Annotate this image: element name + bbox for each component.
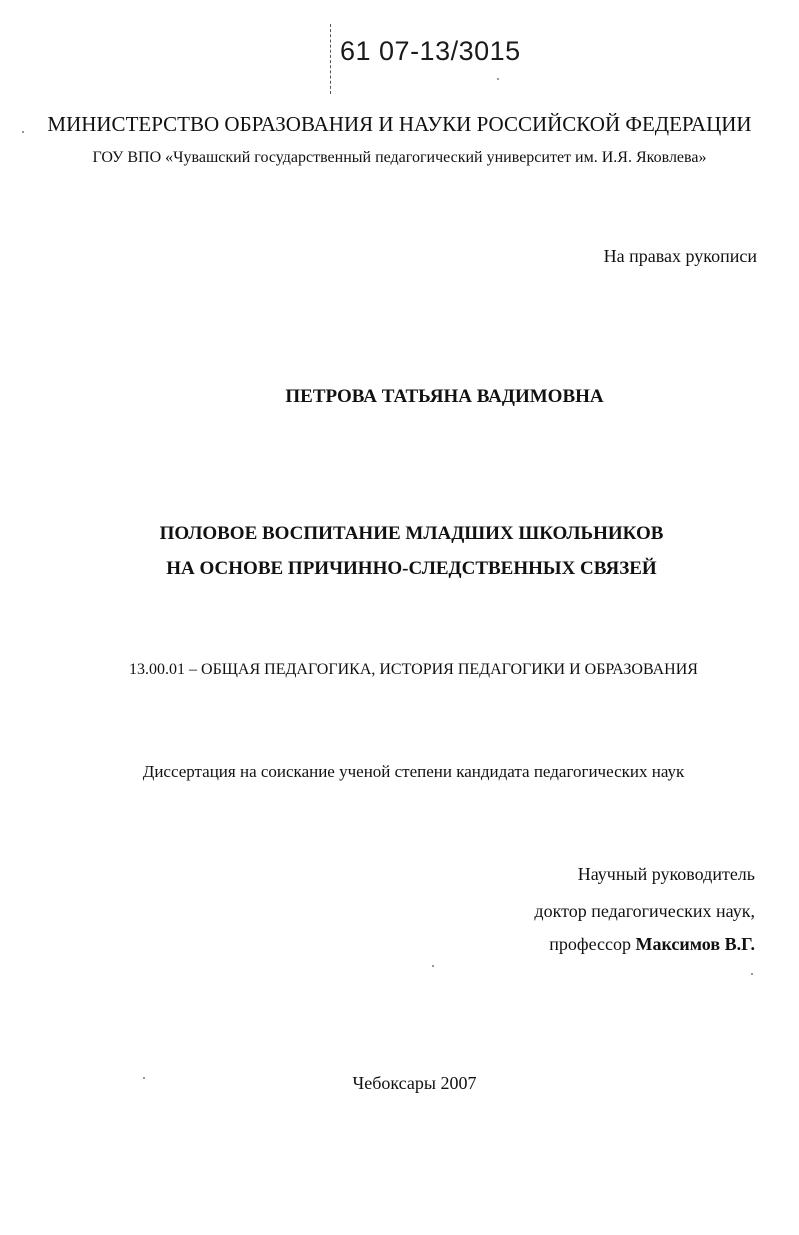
scan-speck: [22, 131, 24, 133]
advisor-role: Научный руководитель: [577, 864, 755, 884]
stamp-divider-line: [330, 24, 331, 94]
ministry-heading: МИНИСТЕРСТВО ОБРАЗОВАНИЯ И НАУКИ РОССИЙСКОЙ ФЕДЕРАЦИИ: [47, 112, 752, 136]
author-name: ПЕТРОВА ТАТЬЯНА ВАДИМОВНА: [285, 386, 604, 407]
dissertation-title-line-1: ПОЛОВОЕ ВОСПИТАНИЕ МЛАДШИХ ШКОЛЬНИКОВ: [159, 523, 664, 544]
city-year: Чебоксары 2007: [352, 1073, 477, 1093]
advisor-rank-and-name: [549, 934, 755, 955]
scan-speck: [497, 78, 499, 80]
scan-speck: [432, 965, 434, 967]
scan-speck: [143, 1077, 145, 1079]
advisor-degree: доктор педагогических наук,: [534, 901, 755, 921]
advisor-rank: профессор: [549, 934, 631, 954]
dissertation-degree-statement: Диссертация на соискание ученой степени кандидата педагогических наук: [142, 762, 685, 781]
dissertation-title-line-2: НА ОСНОВЕ ПРИЧИННО-СЛЕДСТВЕННЫХ СВЯЗЕЙ: [166, 558, 657, 579]
scan-speck: [751, 973, 753, 975]
advisor-name: Максимов В.Г.: [635, 934, 755, 954]
rights-note: На правах рукописи: [603, 246, 757, 266]
specialty-code: 13.00.01 – ОБЩАЯ ПЕДАГОГИКА, ИСТОРИЯ ПЕДАГОГИКИ И ОБРАЗОВАНИЯ: [129, 661, 698, 678]
archive-stamp-code: 61 07-13/3015: [340, 36, 521, 66]
university-name: ГОУ ВПО «Чувашский государственный педагогический университет им. И.Я. Яковлева»: [92, 149, 707, 166]
